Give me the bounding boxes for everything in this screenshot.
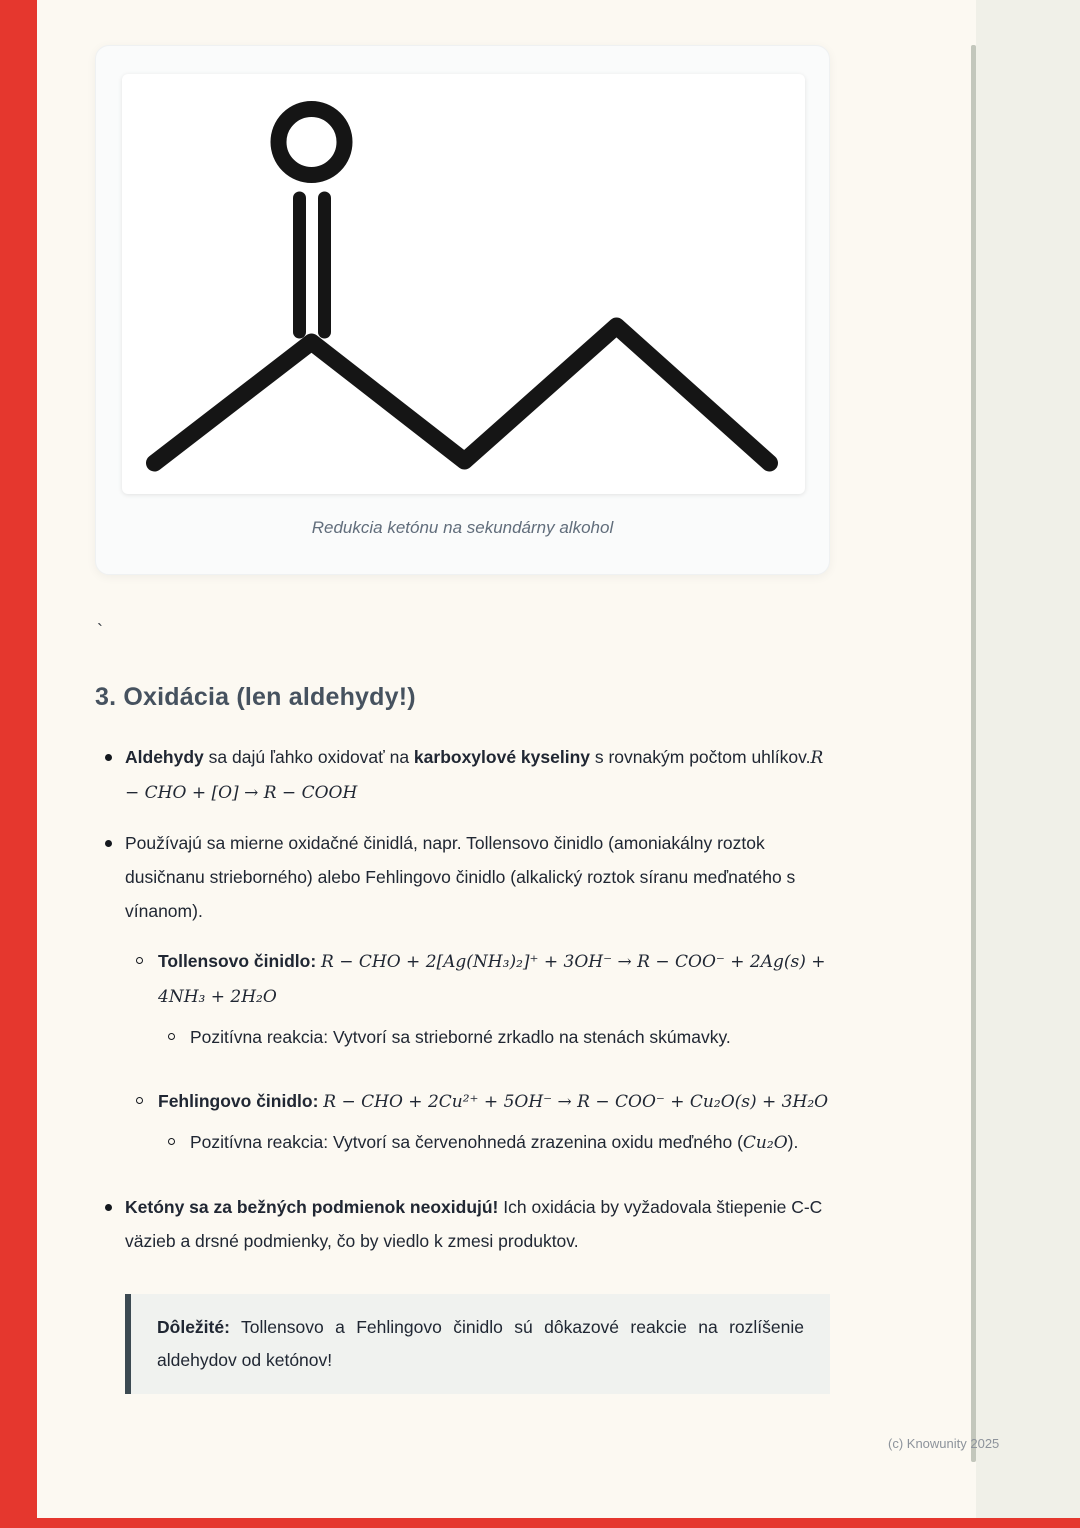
math-run: R − CHO + 2Cu²⁺ + 5OH⁻ → R − COO⁻ + Cu₂O(s) + 3H₂O — [323, 1092, 829, 1112]
text-run: Aldehydy — [125, 747, 204, 767]
list-item-text — [125, 740, 830, 810]
figure-image — [122, 74, 805, 494]
text-run: s rovnakým počtom uhlíkov. — [590, 747, 811, 767]
text-run: ). — [787, 1132, 799, 1152]
list-item — [95, 1084, 830, 1119]
list-item-text — [158, 944, 830, 1014]
bottom-edge-accent-bar — [0, 1518, 1080, 1528]
text-run: Používajú sa mierne oxidačné činidlá, napr. Tollensovo činidlo (amoniakálny roztok dusičnanu strieborného) alebo Fehlingovo činidlo (alkalický roztok síranu meďnatého s vínanom). — [125, 833, 796, 921]
bullet-circle-icon — [168, 1033, 175, 1040]
math-run: R − CHO + [O] → R − COOH — [125, 748, 824, 803]
bullet-circle-icon — [168, 1138, 175, 1145]
list-item-text — [125, 1190, 830, 1258]
section-heading: 3. Oxidácia (len aldehydy!) — [95, 683, 416, 711]
stray-backtick: ` — [97, 621, 103, 641]
figure-caption: Redukcia ketónu na sekundárny alkohol — [311, 518, 614, 537]
callout-label: Dôležité: — [157, 1317, 230, 1337]
callout-text: Tollensovo a Fehlingovo činidlo sú dôkazové reakcie na rozlíšenie aldehydov od ketónov! — [157, 1317, 804, 1370]
list-item — [95, 944, 830, 1014]
ketone-structure-drawing — [122, 74, 805, 494]
list-item — [95, 1125, 830, 1160]
text-run: Pozitívna reakcia: Vytvorí sa strieborné zrkadlo na stenách skúmavky. — [190, 1027, 731, 1047]
right-gutter — [976, 0, 1080, 1528]
list-item — [95, 1020, 830, 1054]
oxygen-atom-circle — [279, 109, 345, 175]
text-run: sa dajú ľahko oxidovať na — [203, 747, 414, 767]
scrollbar-thumb[interactable] — [971, 45, 976, 1462]
figure-card — [95, 45, 830, 575]
bullet-circle-icon — [136, 1097, 143, 1104]
text-run: Pozitívna reakcia: Vytvorí sa červenohnedá zrazenina oxidu meďného ( — [190, 1132, 743, 1152]
list-item — [95, 1190, 830, 1258]
list-item — [95, 826, 830, 928]
text-run: Fehlingovo činidlo: — [158, 1091, 324, 1111]
bullet-list — [95, 740, 830, 1258]
bullet-disc-icon — [105, 840, 112, 847]
list-item-text — [125, 826, 830, 928]
text-run: Ich oxidácia by vyžadovala štiepenie C-C väzieb a drsné podmienky, čo by viedlo k zmesi produktov. — [125, 1197, 823, 1251]
bullet-circle-icon — [136, 957, 143, 964]
list-item-text — [190, 1020, 830, 1054]
math-run: R − CHO + 2[Ag(NH₃)₂]⁺ + 3OH⁻ → R − COO⁻ + 2Ag(s) + 4NH₃ + 2H₂O — [158, 952, 826, 1007]
copyright-footer: (c) Knowunity 2025 — [888, 1436, 1000, 1451]
list-item-text — [190, 1125, 830, 1160]
list-item-text — [158, 1084, 830, 1119]
math-run: Cu₂O — [742, 1133, 788, 1153]
bullet-disc-icon — [105, 1204, 112, 1211]
page-content — [95, 45, 830, 1394]
text-run: Ketóny sa za bežných podmienok neoxidujú! — [125, 1197, 499, 1217]
text-run: karboxylové kyseliny — [413, 747, 590, 767]
bullet-disc-icon — [105, 754, 112, 761]
text-run: Tollensovo činidlo: — [158, 951, 322, 971]
important-callout — [125, 1294, 830, 1394]
list-item — [95, 740, 830, 810]
carbon-skeleton-line — [155, 326, 770, 463]
left-edge-accent-bar — [0, 0, 37, 1528]
